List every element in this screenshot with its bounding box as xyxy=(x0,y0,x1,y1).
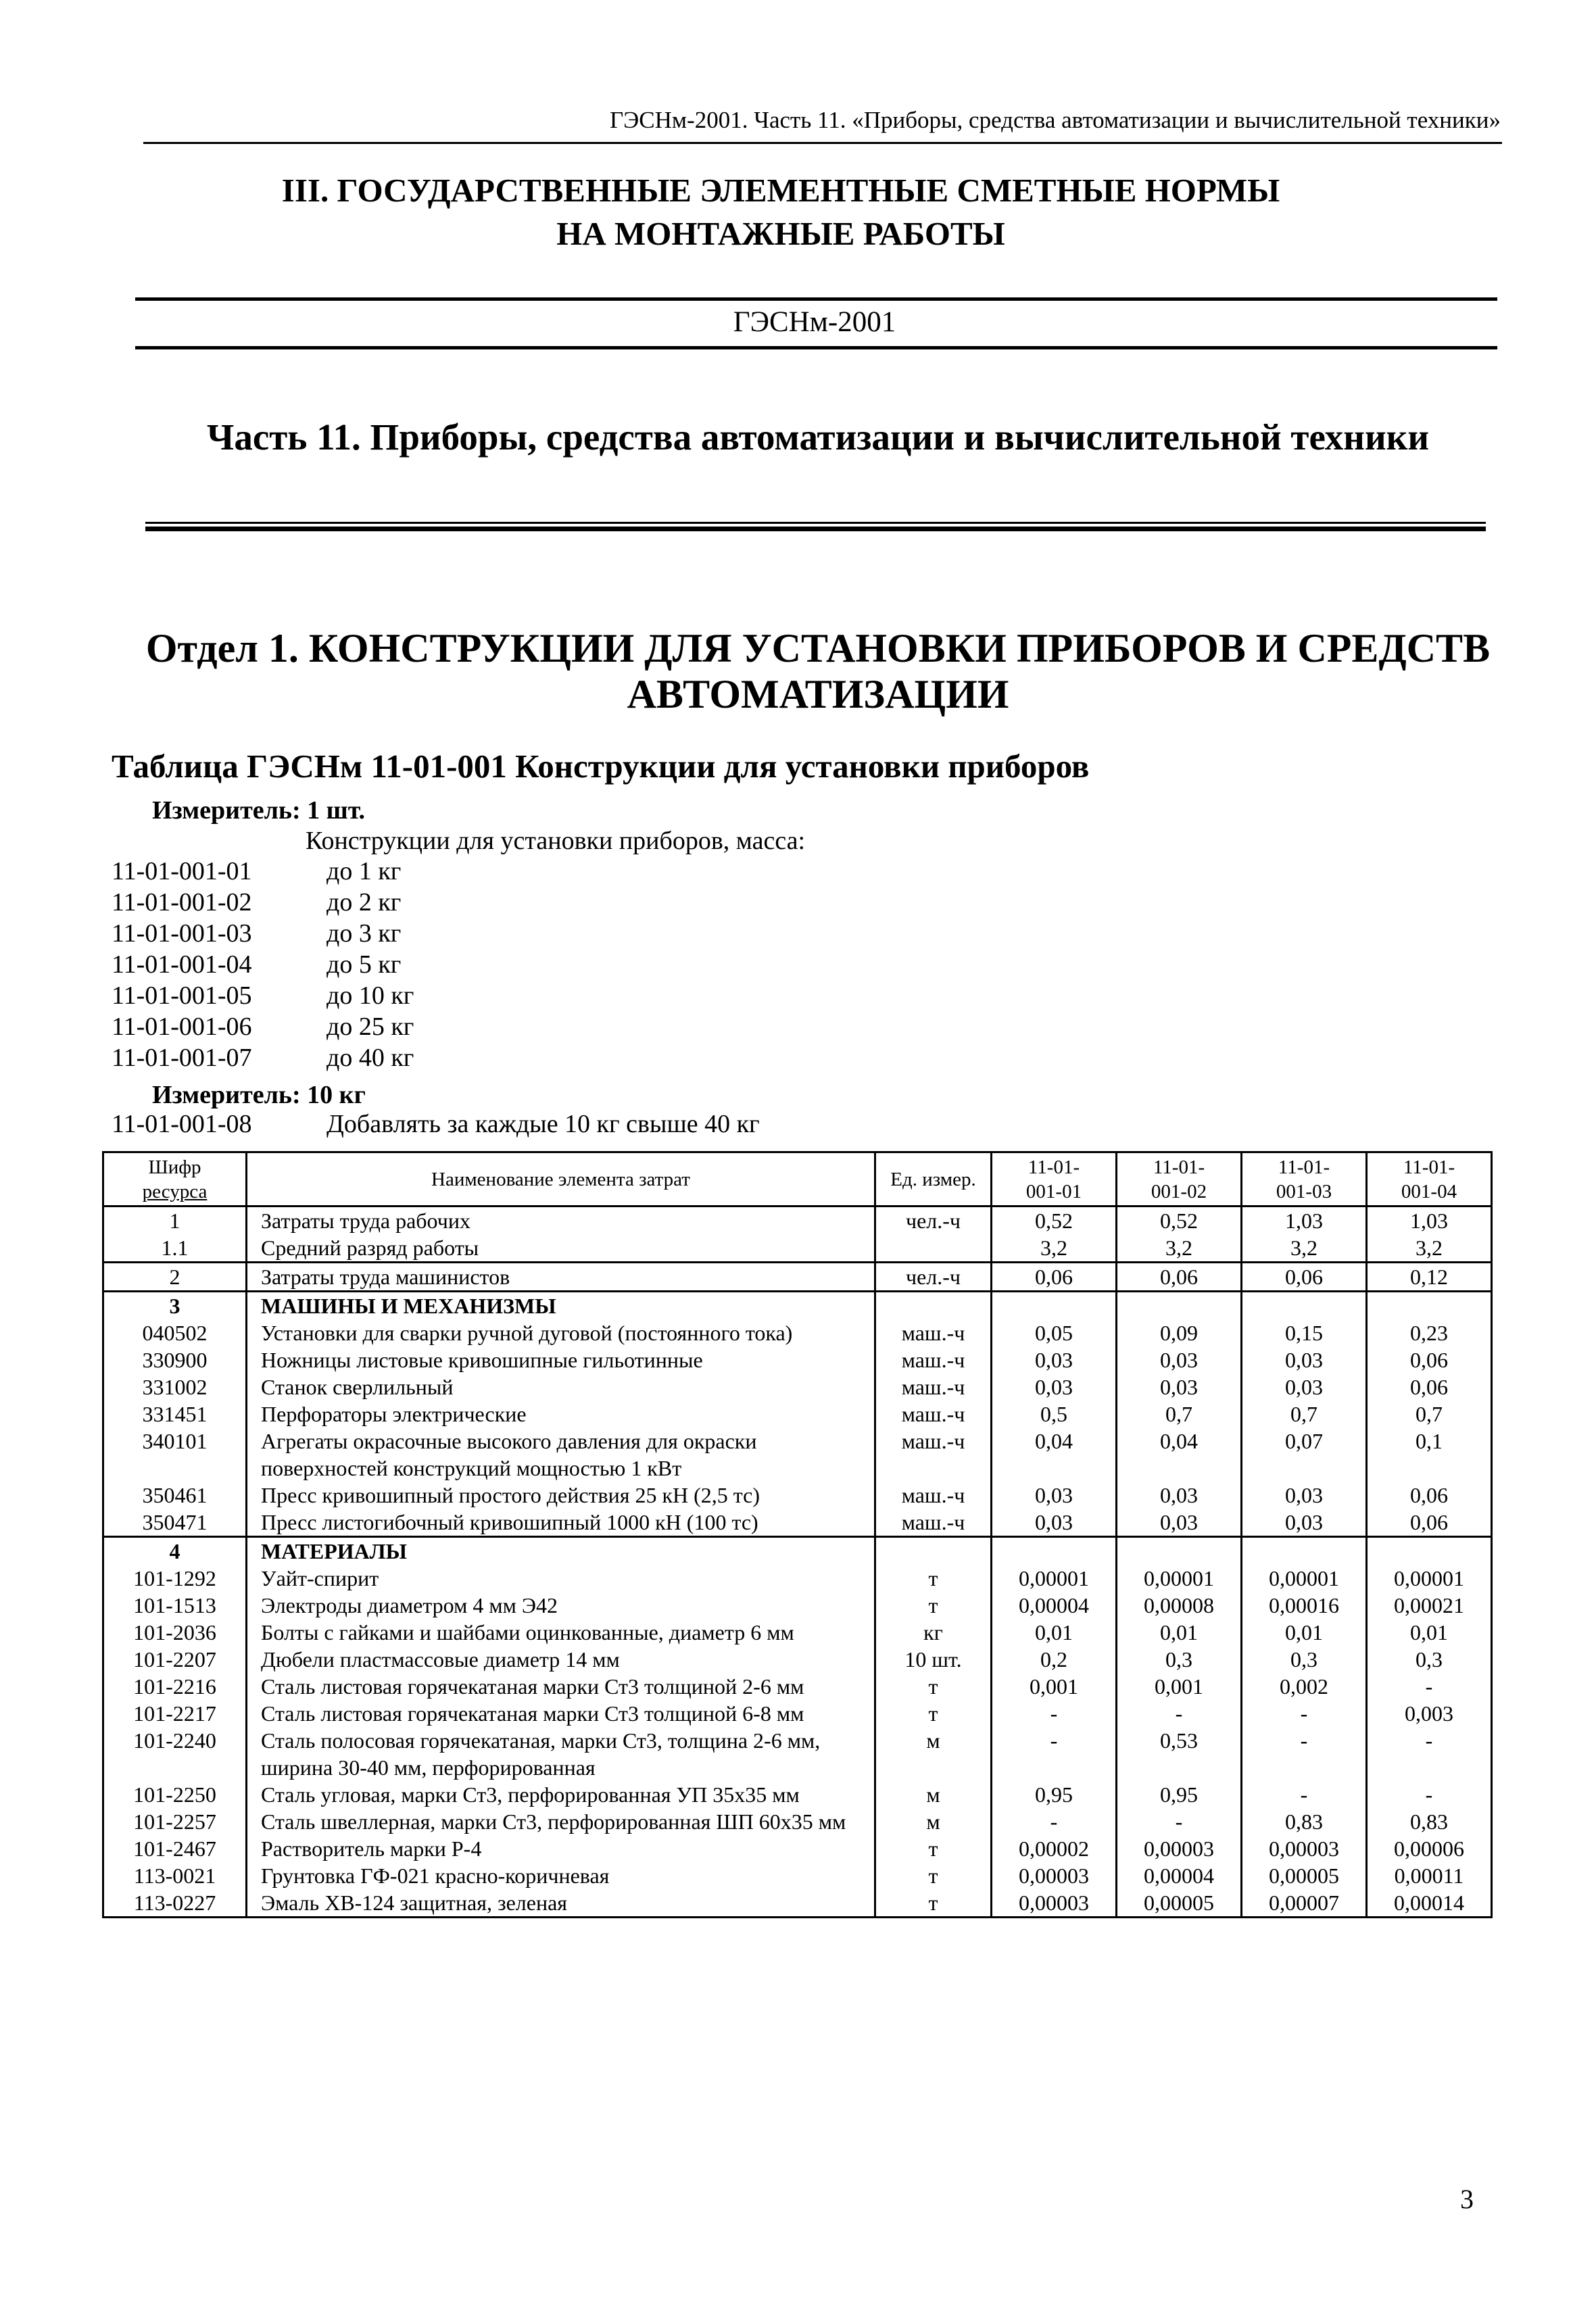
cell-value-3: 0,00003 xyxy=(1242,1835,1367,1862)
cell-value-3: 0,03 xyxy=(1242,1373,1367,1400)
cell-value-3: 0,01 xyxy=(1242,1619,1367,1646)
cell-unit: маш.-ч xyxy=(875,1400,992,1428)
table-row xyxy=(103,1292,1492,1320)
table-row xyxy=(103,1646,1492,1673)
cell-value-2: - xyxy=(1117,1700,1242,1727)
cell-value-2: 0,03 xyxy=(1117,1509,1242,1537)
cell-value-4: 0,00006 xyxy=(1367,1835,1492,1862)
cell-code: 340101 xyxy=(103,1428,247,1482)
cell-value-1: 0,03 xyxy=(992,1346,1117,1373)
table-row xyxy=(103,1373,1492,1400)
cell-code: 4 xyxy=(103,1537,247,1565)
table-row xyxy=(103,1346,1492,1373)
cell-value-4: 0,06 xyxy=(1367,1482,1492,1509)
cell-value-3: 0,7 xyxy=(1242,1400,1367,1428)
cell-code: 2 xyxy=(103,1263,247,1292)
cell-value-3: 1,03 xyxy=(1242,1207,1367,1235)
cell-value-2: 0,04 xyxy=(1117,1428,1242,1482)
section-title-line1: III. ГОСУДАРСТВЕННЫЕ ЭЛЕМЕНТНЫЕ СМЕТНЫЕ НОРМЫ xyxy=(281,172,1280,209)
cell-code: 331002 xyxy=(103,1373,247,1400)
cell-code: 330900 xyxy=(103,1346,247,1373)
cell-value-4: - xyxy=(1367,1727,1492,1781)
code-rule-top xyxy=(135,297,1497,301)
cell-unit: маш.-ч xyxy=(875,1373,992,1400)
header-col-4: 11-01- 001-04 xyxy=(1367,1152,1492,1207)
section-title-line2: НА МОНТАЖНЫЕ РАБОТЫ xyxy=(556,215,1005,252)
cell-value-2: - xyxy=(1117,1808,1242,1835)
cell-value-4: - xyxy=(1367,1781,1492,1808)
table-row xyxy=(103,1263,1492,1292)
cell-value-1: 0,95 xyxy=(992,1781,1117,1808)
cell-value-2: 0,95 xyxy=(1117,1781,1242,1808)
cell-code: 113-0227 xyxy=(103,1889,247,1918)
cell-value-3: 0,83 xyxy=(1242,1808,1367,1835)
cell-value-1: - xyxy=(992,1727,1117,1781)
cell-value-4: 0,06 xyxy=(1367,1373,1492,1400)
cell-unit: т xyxy=(875,1565,992,1592)
cell-value-2: 0,00005 xyxy=(1117,1889,1242,1918)
cell-value-2 xyxy=(1117,1537,1242,1565)
cell-unit: маш.-ч xyxy=(875,1509,992,1537)
cell-unit xyxy=(875,1292,992,1320)
cell-name: МАТЕРИАЛЫ xyxy=(247,1537,875,1565)
header-code: Шифр ресурса xyxy=(103,1152,247,1207)
cell-code: 3 xyxy=(103,1292,247,1320)
list-item: 11-01-001-02 до 2 кг xyxy=(112,888,402,917)
cell-value-2: 0,00004 xyxy=(1117,1862,1242,1889)
cell-value-2: 0,00008 xyxy=(1117,1592,1242,1619)
cell-code: 101-2250 xyxy=(103,1781,247,1808)
cell-code: 101-2467 xyxy=(103,1835,247,1862)
cell-value-2: 0,001 xyxy=(1117,1673,1242,1700)
department-title-line1: Отдел 1. КОНСТРУКЦИИ ДЛЯ УСТАНОВКИ ПРИБОРОВ И СРЕДСТВ xyxy=(145,626,1491,671)
cell-value-4: - xyxy=(1367,1673,1492,1700)
cell-name: Средний разряд работы xyxy=(247,1234,875,1263)
cell-code: 101-2216 xyxy=(103,1673,247,1700)
cell-value-1: - xyxy=(992,1808,1117,1835)
table-row xyxy=(103,1509,1492,1537)
cell-value-1 xyxy=(992,1537,1117,1565)
cell-value-4: 0,23 xyxy=(1367,1319,1492,1346)
document-code: ГЭСНм-2001 xyxy=(733,306,896,338)
cell-value-3: 0,03 xyxy=(1242,1482,1367,1509)
cell-name: Сталь швеллерная, марки Ст3, перфорированная ШП 60х35 мм xyxy=(247,1808,875,1835)
cell-name: Эмаль ХВ-124 защитная, зеленая xyxy=(247,1889,875,1918)
list-item: 11-01-001-01 до 1 кг xyxy=(112,857,402,885)
header-col-1: 11-01- 001-01 xyxy=(992,1152,1117,1207)
cell-value-2: 0,09 xyxy=(1117,1319,1242,1346)
cell-code: 113-0021 xyxy=(103,1862,247,1889)
cell-value-2: 0,03 xyxy=(1117,1482,1242,1509)
cell-value-2: 0,52 xyxy=(1117,1207,1242,1235)
cell-unit: т xyxy=(875,1889,992,1918)
cell-name: Ножницы листовые кривошипные гильотинные xyxy=(247,1346,875,1373)
cell-value-2: 0,7 xyxy=(1117,1400,1242,1428)
cell-value-1: 0,04 xyxy=(992,1428,1117,1482)
header-col-3: 11-01- 001-03 xyxy=(1242,1152,1367,1207)
table-row xyxy=(103,1319,1492,1346)
cell-value-1: 0,00002 xyxy=(992,1835,1117,1862)
table-row xyxy=(103,1889,1492,1918)
header-name: Наименование элемента затрат xyxy=(247,1152,875,1207)
part-rule-2 xyxy=(145,527,1486,531)
cell-value-1: 0,00003 xyxy=(992,1889,1117,1918)
table-row xyxy=(103,1835,1492,1862)
list-item-extra: 11-01-001-08 Добавлять за каждые 10 кг свыше 40 кг xyxy=(112,1110,760,1138)
cell-code: 040502 xyxy=(103,1319,247,1346)
cell-value-1: 0,05 xyxy=(992,1319,1117,1346)
cell-code: 101-2240 xyxy=(103,1727,247,1781)
cell-name: Электроды диаметром 4 мм Э42 xyxy=(247,1592,875,1619)
cell-value-4: 0,83 xyxy=(1367,1808,1492,1835)
cell-value-3: 0,3 xyxy=(1242,1646,1367,1673)
cell-value-3: 0,00007 xyxy=(1242,1889,1367,1918)
table-row xyxy=(103,1207,1492,1235)
cell-unit xyxy=(875,1234,992,1263)
cell-value-3: - xyxy=(1242,1700,1367,1727)
cell-value-2: 0,00001 xyxy=(1117,1565,1242,1592)
cell-value-2: 0,53 xyxy=(1117,1727,1242,1781)
cell-value-4: 3,2 xyxy=(1367,1234,1492,1263)
cell-value-2 xyxy=(1117,1292,1242,1320)
cell-unit: т xyxy=(875,1835,992,1862)
cell-value-3 xyxy=(1242,1537,1367,1565)
table-row xyxy=(103,1727,1492,1781)
cell-value-3: 0,00001 xyxy=(1242,1565,1367,1592)
cell-value-1: 0,5 xyxy=(992,1400,1117,1428)
cell-value-4: 0,00014 xyxy=(1367,1889,1492,1918)
cell-value-2: 0,3 xyxy=(1117,1646,1242,1673)
cell-value-2: 0,03 xyxy=(1117,1346,1242,1373)
measure-unit-2: Измеритель: 10 кг xyxy=(152,1081,366,1109)
cell-value-1: 3,2 xyxy=(992,1234,1117,1263)
cell-value-4: 0,00001 xyxy=(1367,1565,1492,1592)
cell-value-1: - xyxy=(992,1700,1117,1727)
cell-value-1: 0,03 xyxy=(992,1482,1117,1509)
cell-value-3: 0,002 xyxy=(1242,1673,1367,1700)
cell-value-4: 0,12 xyxy=(1367,1263,1492,1292)
table-row xyxy=(103,1781,1492,1808)
cell-value-3: 0,03 xyxy=(1242,1346,1367,1373)
cell-value-1: 0,03 xyxy=(992,1509,1117,1537)
table-row xyxy=(103,1592,1492,1619)
cell-unit: т xyxy=(875,1592,992,1619)
cell-value-1: 0,06 xyxy=(992,1263,1117,1292)
cell-unit: м xyxy=(875,1781,992,1808)
cell-unit: м xyxy=(875,1808,992,1835)
cell-value-3: - xyxy=(1242,1727,1367,1781)
cell-unit: т xyxy=(875,1862,992,1889)
cell-value-1: 0,03 xyxy=(992,1373,1117,1400)
cell-value-3: 0,06 xyxy=(1242,1263,1367,1292)
cell-value-2: 3,2 xyxy=(1117,1234,1242,1263)
table-row xyxy=(103,1862,1492,1889)
part-rule-1 xyxy=(145,522,1486,524)
header-unit: Ед. измер. xyxy=(875,1152,992,1207)
cell-value-4: 0,00021 xyxy=(1367,1592,1492,1619)
cell-value-2: 0,06 xyxy=(1117,1263,1242,1292)
cell-value-1: 0,00001 xyxy=(992,1565,1117,1592)
page-number: 3 xyxy=(1460,2184,1474,2214)
cell-value-3: 0,00016 xyxy=(1242,1592,1367,1619)
table-row xyxy=(103,1537,1492,1565)
cell-name: Установки для сварки ручной дуговой (постоянного тока) xyxy=(247,1319,875,1346)
table-row xyxy=(103,1619,1492,1646)
table-row xyxy=(103,1565,1492,1592)
cell-value-3: 0,03 xyxy=(1242,1509,1367,1537)
cell-value-4: 0,01 xyxy=(1367,1619,1492,1646)
cell-value-4: 0,06 xyxy=(1367,1346,1492,1373)
cell-name: Сталь листовая горячекатаная марки Ст3 толщиной 6-8 мм xyxy=(247,1700,875,1727)
cell-name: Болты с гайками и шайбами оцинкованные, диаметр 6 мм xyxy=(247,1619,875,1646)
measure-unit-1: Измеритель: 1 шт. xyxy=(152,796,366,825)
cell-code: 1.1 xyxy=(103,1234,247,1263)
cell-name: Растворитель марки Р-4 xyxy=(247,1835,875,1862)
cell-value-2: 0,00003 xyxy=(1117,1835,1242,1862)
cell-value-4 xyxy=(1367,1537,1492,1565)
cell-name: Затраты труда рабочих xyxy=(247,1207,875,1235)
table-row xyxy=(103,1700,1492,1727)
section-title xyxy=(101,169,1460,255)
norm-table xyxy=(102,1151,1493,1918)
item-list xyxy=(112,856,414,1073)
cell-name: Сталь угловая, марки Ст3, перфорированная УП 35х35 мм xyxy=(247,1781,875,1808)
cell-name: Сталь листовая горячекатаная марки Ст3 толщиной 2-6 мм xyxy=(247,1673,875,1700)
cell-value-3: 3,2 xyxy=(1242,1234,1367,1263)
cell-unit: т xyxy=(875,1673,992,1700)
cell-unit xyxy=(875,1537,992,1565)
cell-unit: маш.-ч xyxy=(875,1319,992,1346)
list-item: 11-01-001-07 до 40 кг xyxy=(112,1044,414,1072)
cell-value-1: 0,2 xyxy=(992,1646,1117,1673)
table-header-row xyxy=(103,1152,1492,1207)
cell-value-3: 0,07 xyxy=(1242,1428,1367,1482)
cell-unit: чел.-ч xyxy=(875,1207,992,1235)
cell-code: 101-1292 xyxy=(103,1565,247,1592)
cell-value-2: 0,01 xyxy=(1117,1619,1242,1646)
cell-value-1: 0,01 xyxy=(992,1619,1117,1646)
list-item: 11-01-001-05 до 10 кг xyxy=(112,981,414,1010)
cell-value-3: - xyxy=(1242,1781,1367,1808)
cell-name: Пресс листогибочный кривошипный 1000 кН (100 тс) xyxy=(247,1509,875,1537)
table-row xyxy=(103,1428,1492,1482)
cell-code: 101-2257 xyxy=(103,1808,247,1835)
cell-name: Станок сверлильный xyxy=(247,1373,875,1400)
cell-value-4 xyxy=(1367,1292,1492,1320)
code-rule-bottom xyxy=(135,346,1497,349)
cell-unit: маш.-ч xyxy=(875,1428,992,1482)
cell-unit: м xyxy=(875,1727,992,1781)
cell-value-3: 0,15 xyxy=(1242,1319,1367,1346)
cell-value-4: 0,3 xyxy=(1367,1646,1492,1673)
list-item: 11-01-001-03 до 3 кг xyxy=(112,919,402,948)
cell-code: 350471 xyxy=(103,1509,247,1537)
cell-value-4: 0,06 xyxy=(1367,1509,1492,1537)
cell-code: 101-2217 xyxy=(103,1700,247,1727)
cell-value-3 xyxy=(1242,1292,1367,1320)
cell-value-4: 0,7 xyxy=(1367,1400,1492,1428)
table-row xyxy=(103,1234,1492,1263)
cell-code: 1 xyxy=(103,1207,247,1235)
cell-value-1: 0,001 xyxy=(992,1673,1117,1700)
table-row xyxy=(103,1808,1492,1835)
cell-unit: кг xyxy=(875,1619,992,1646)
cell-code: 331451 xyxy=(103,1400,247,1428)
cell-unit: т xyxy=(875,1700,992,1727)
cell-name: Уайт-спирит xyxy=(247,1565,875,1592)
cell-unit: маш.-ч xyxy=(875,1346,992,1373)
part-title: Часть 11. Приборы, средства автоматизации и вычислительной техники xyxy=(206,416,1430,458)
cell-value-4: 1,03 xyxy=(1367,1207,1492,1235)
cell-name: Грунтовка ГФ-021 красно-коричневая xyxy=(247,1862,875,1889)
cell-value-1: 0,52 xyxy=(992,1207,1117,1235)
cell-value-3: 0,00005 xyxy=(1242,1862,1367,1889)
cell-value-2: 0,03 xyxy=(1117,1373,1242,1400)
department-title-line2: АВТОМАТИЗАЦИИ xyxy=(627,672,1009,716)
cell-name: Затраты труда машинистов xyxy=(247,1263,875,1292)
cell-code: 350461 xyxy=(103,1482,247,1509)
cell-name: Агрегаты окрасочные высокого давления для окраски поверхностей конструкций мощностью 1 кВт xyxy=(247,1428,875,1482)
table-row xyxy=(103,1673,1492,1700)
running-header: ГЭСНм-2001. Часть 11. «Приборы, средства автоматизации и вычислительной техники» xyxy=(609,107,1501,133)
cell-code: 101-2207 xyxy=(103,1646,247,1673)
cell-name: Сталь полосовая горячекатаная, марки Ст3, толщина 2-6 мм, ширина 30-40 мм, перфорированная xyxy=(247,1727,875,1781)
list-item: 11-01-001-06 до 25 кг xyxy=(112,1013,414,1041)
cell-name: Дюбели пластмассовые диаметр 14 мм xyxy=(247,1646,875,1673)
table-row xyxy=(103,1482,1492,1509)
cell-value-4: 0,1 xyxy=(1367,1428,1492,1482)
cell-name: Пресс кривошипный простого действия 25 кН (2,5 тс) xyxy=(247,1482,875,1509)
cell-unit: 10 шт. xyxy=(875,1646,992,1673)
cell-value-4: 0,00011 xyxy=(1367,1862,1492,1889)
table-title: Таблица ГЭСНм 11-01-001 Конструкции для установки приборов xyxy=(112,748,1090,785)
cell-name: МАШИНЫ И МЕХАНИЗМЫ xyxy=(247,1292,875,1320)
cell-value-1: 0,00003 xyxy=(992,1862,1117,1889)
cell-value-1: 0,00004 xyxy=(992,1592,1117,1619)
cell-value-4: 0,003 xyxy=(1367,1700,1492,1727)
cell-code: 101-2036 xyxy=(103,1619,247,1646)
cell-unit: чел.-ч xyxy=(875,1263,992,1292)
department-title xyxy=(101,625,1534,717)
table-row xyxy=(103,1400,1492,1428)
cell-unit: маш.-ч xyxy=(875,1482,992,1509)
list-item: 11-01-001-04 до 5 кг xyxy=(112,950,402,979)
cell-name: Перфораторы электрические xyxy=(247,1400,875,1428)
cell-code: 101-1513 xyxy=(103,1592,247,1619)
header-rule xyxy=(143,142,1502,144)
intro-text: Конструкции для установки приборов, масса: xyxy=(306,827,806,855)
header-col-2: 11-01- 001-02 xyxy=(1117,1152,1242,1207)
cell-value-1 xyxy=(992,1292,1117,1320)
